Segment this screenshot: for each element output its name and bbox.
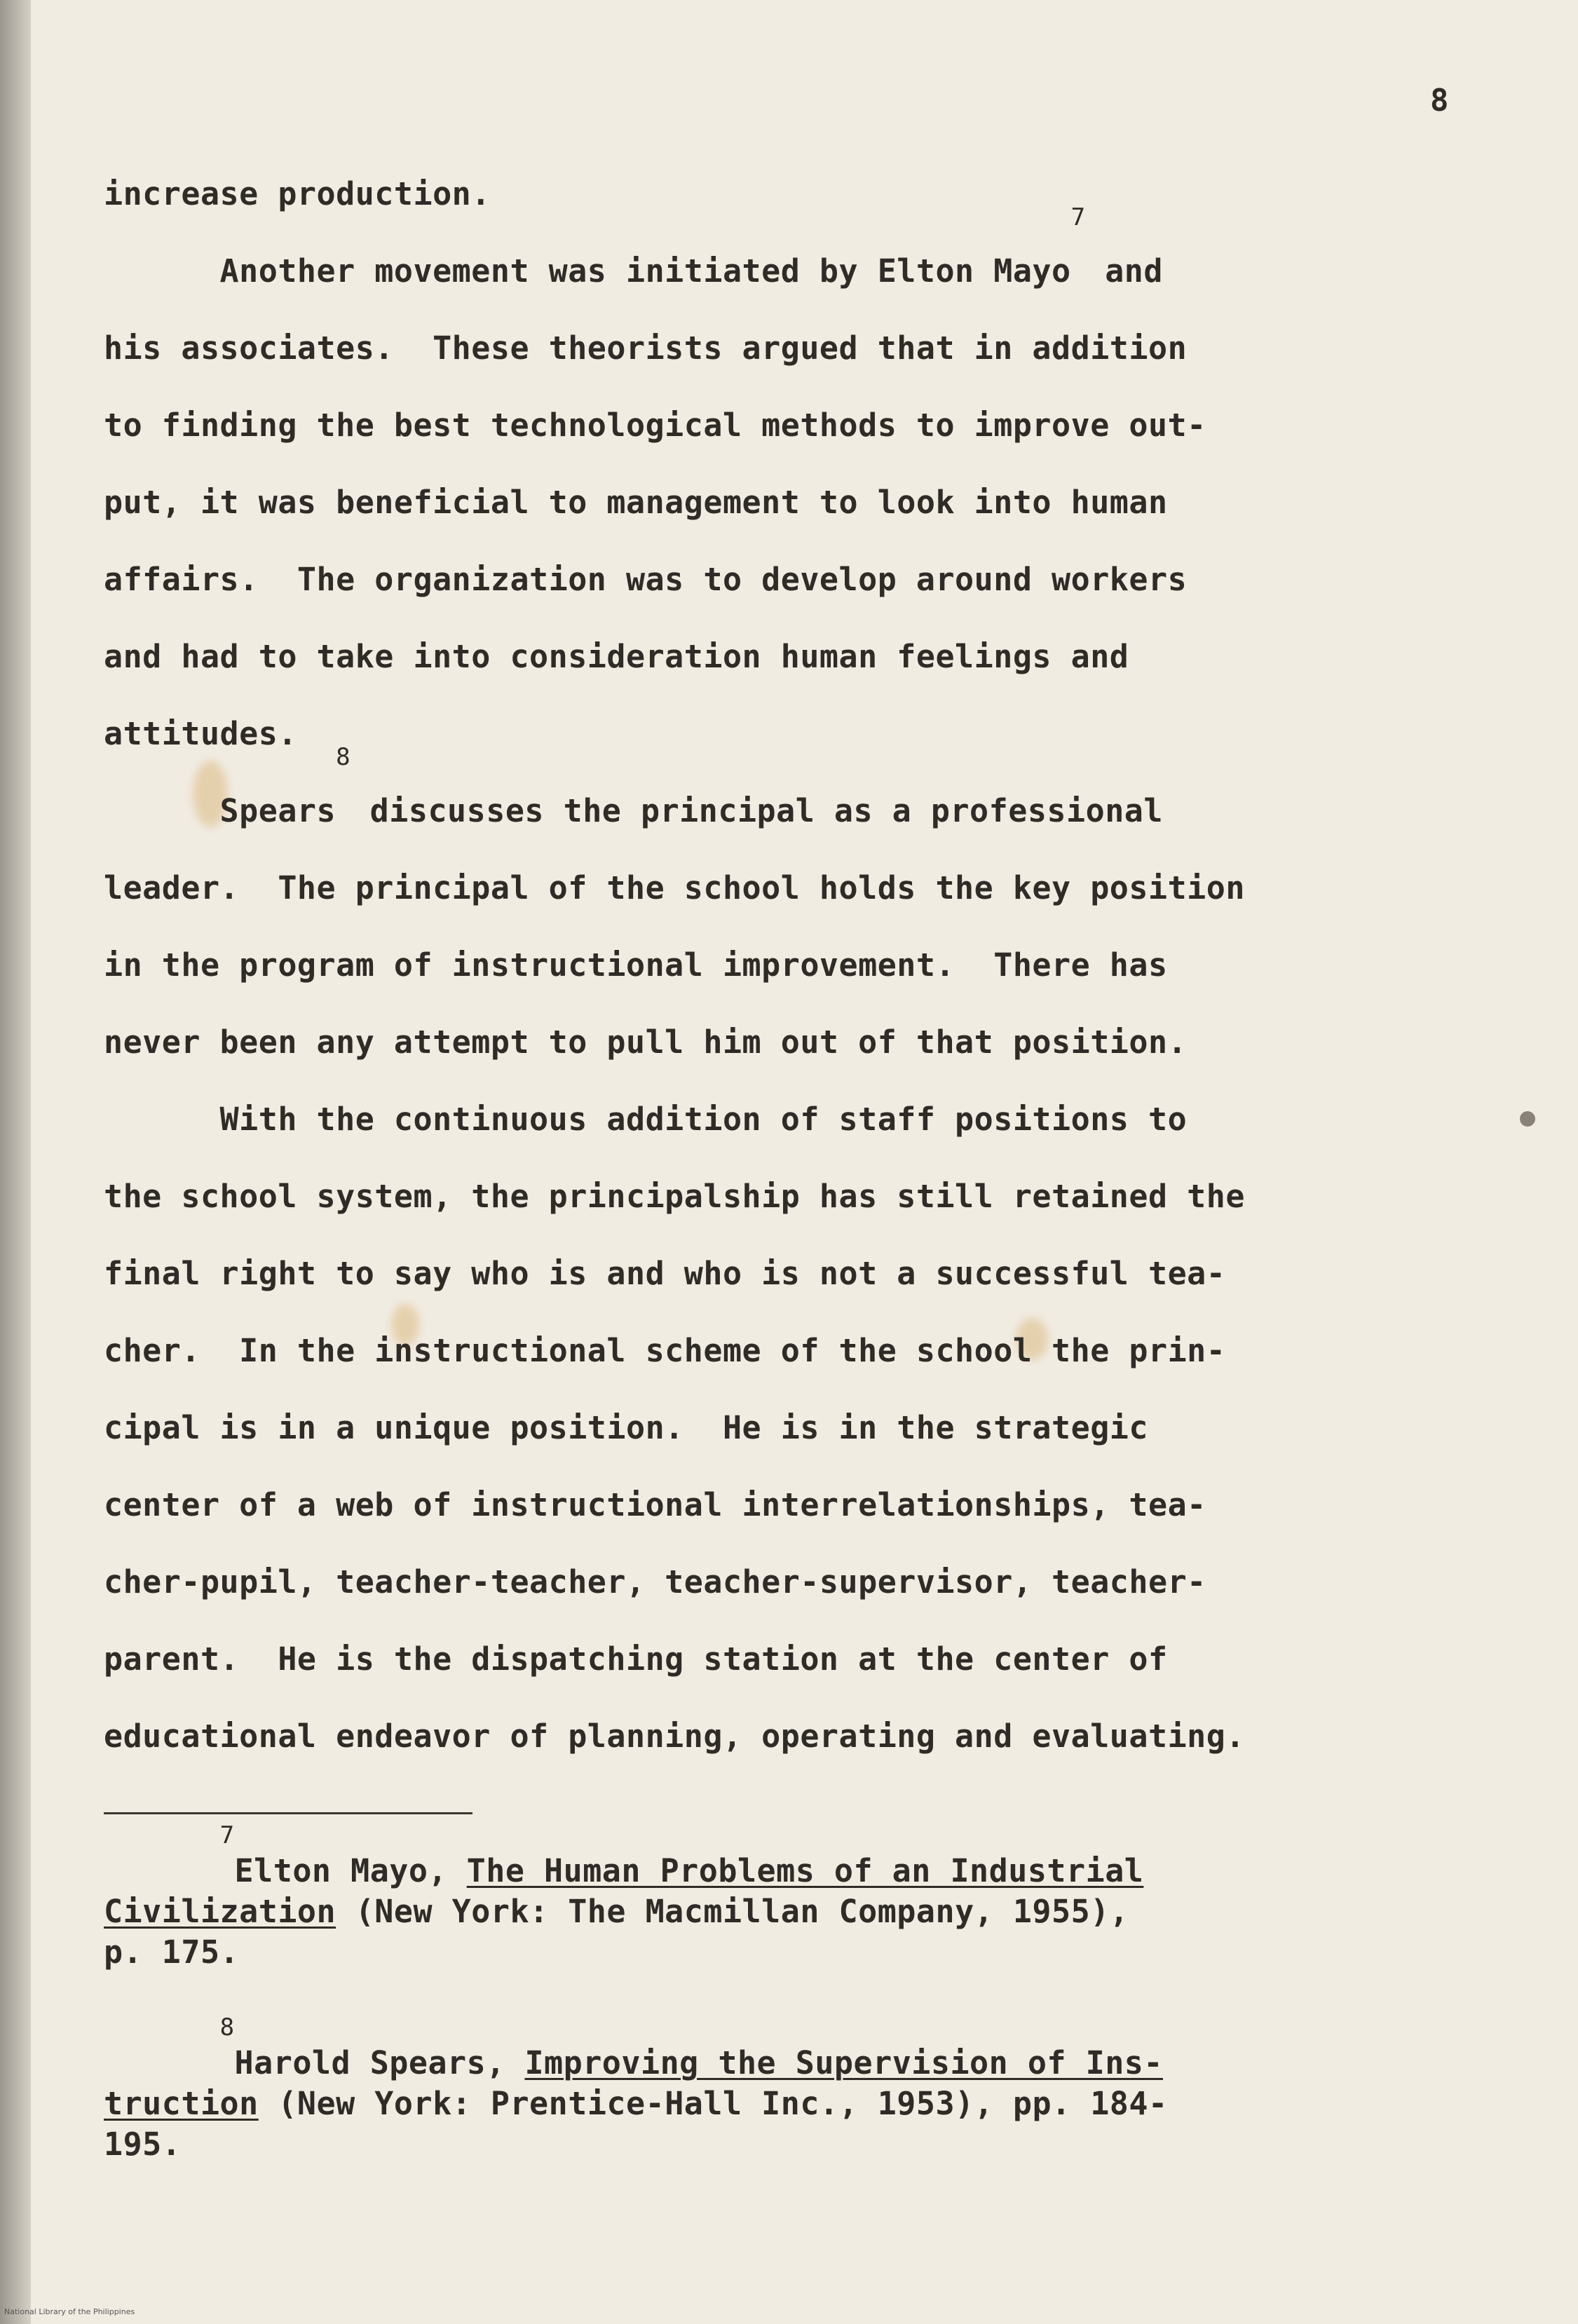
footnote-title: Civilization xyxy=(104,1893,336,1930)
body-line xyxy=(104,1621,1548,1698)
footnote-line: p. 175. xyxy=(104,1934,240,1971)
body-line xyxy=(104,1389,1548,1467)
line-text: cher-pupil, teacher-teacher, teacher-supervisor, teacher- xyxy=(104,1563,1206,1601)
footnote-author: Harold Spears, xyxy=(234,2044,525,2081)
footnote-reference: 8 xyxy=(336,743,351,771)
line-text: and xyxy=(1085,252,1163,290)
line-text: never been any attempt to pull him out of that position. xyxy=(104,1024,1188,1061)
footnote-title: truction xyxy=(104,2085,259,2122)
body-line xyxy=(104,743,1548,850)
footnote-line xyxy=(104,2084,1548,2124)
body-line xyxy=(104,1467,1548,1544)
line-text: cipal is in a unique position. He is in the strategic xyxy=(104,1409,1148,1446)
footnote-title: The Human Problems of an Industrial xyxy=(466,1852,1144,1889)
body-line xyxy=(104,1544,1548,1621)
body-line xyxy=(104,618,1548,695)
body-line xyxy=(104,695,1548,773)
line-text: to finding the best technological methods to improve out- xyxy=(104,407,1206,444)
page-number: 8 xyxy=(1430,83,1449,118)
archive-caption: National Library of the Philippines xyxy=(4,2307,135,2316)
footnote-separator xyxy=(104,1812,472,1814)
line-text: in the program of instructional improvement. There has xyxy=(104,946,1168,984)
line-text: With the continuous addition of staff positions to xyxy=(104,1101,1188,1138)
body-line xyxy=(104,1312,1548,1389)
line-text: final right to say who is and who is not a successful tea- xyxy=(104,1255,1226,1292)
footnote-publication: (New York: The Macmillan Company, 1955), xyxy=(336,1893,1129,1930)
footnote xyxy=(104,2013,1548,2165)
footnote-line: 195. xyxy=(104,2126,182,2163)
body-text xyxy=(104,156,1548,1775)
body-line xyxy=(104,1158,1548,1235)
body-line xyxy=(104,464,1548,541)
line-text: affairs. The organization was to develop around workers xyxy=(104,561,1188,598)
line-text: increase production. xyxy=(104,175,491,212)
body-line xyxy=(104,203,1548,310)
footnote-line xyxy=(104,1821,1548,1891)
line-text: attitudes. xyxy=(104,715,297,752)
line-text: center of a web of instructional interrelationships, tea- xyxy=(104,1486,1206,1523)
body-line xyxy=(104,541,1548,618)
body-line xyxy=(104,387,1548,464)
footnotes xyxy=(104,1821,1548,2165)
line-text: parent. He is the dispatching station at the center of xyxy=(104,1640,1168,1678)
body-line xyxy=(104,850,1548,927)
body-line xyxy=(104,310,1548,387)
body-line xyxy=(104,1235,1548,1312)
footnote-title: Improving the Supervision of Ins- xyxy=(524,2044,1163,2081)
line-text: Spears xyxy=(104,792,336,829)
footnote xyxy=(104,1821,1548,1973)
line-text: Another movement was initiated by Elton Mayo xyxy=(104,252,1071,290)
footnote-publication: (New York: Prentice-Hall Inc., 1953), pp. 184- xyxy=(258,2085,1168,2122)
footnote-line xyxy=(104,2013,1548,2084)
body-line xyxy=(104,1698,1548,1775)
footnote-line xyxy=(104,1891,1548,1932)
line-text: put, it was beneficial to management to look into human xyxy=(104,484,1168,521)
footnote-mark: 7 xyxy=(219,1821,235,1849)
line-text: his associates. These theorists argued that in addition xyxy=(104,329,1188,367)
footnote-author: Elton Mayo, xyxy=(234,1852,467,1889)
footnote-mark: 8 xyxy=(219,2013,235,2041)
line-text: educational endeavor of planning, operating and evaluating. xyxy=(104,1718,1245,1755)
line-text: leader. The principal of the school holds the key position xyxy=(104,869,1245,906)
body-line xyxy=(104,1004,1548,1081)
line-text: and had to take into consideration human feelings and xyxy=(104,638,1129,675)
page-binding-shadow xyxy=(0,0,31,2324)
body-line xyxy=(104,1081,1548,1158)
line-text: discusses the principal as a professional xyxy=(351,792,1163,829)
footnote-reference: 7 xyxy=(1070,203,1086,231)
body-line xyxy=(104,927,1548,1004)
line-text: the school system, the principalship has still retained the xyxy=(104,1178,1245,1215)
line-text: cher. In the instructional scheme of the school the prin- xyxy=(104,1332,1226,1369)
body-line xyxy=(104,156,1548,233)
